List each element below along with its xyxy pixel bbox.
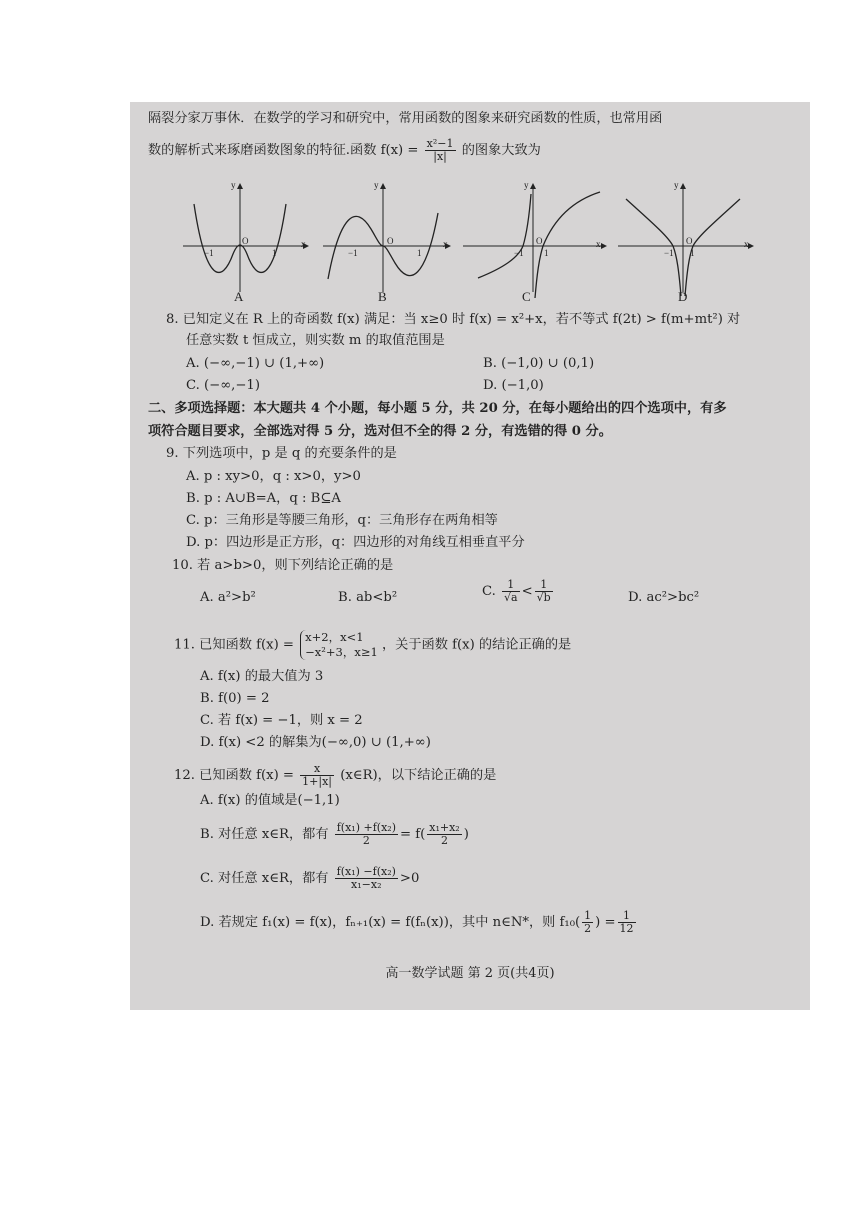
graph-c-neg1: −1 — [514, 248, 524, 258]
q12-b-num1: f(x₁) +f(x₂) — [336, 821, 396, 834]
q10-stem: 10. 若 a>b>0，则下列结论正确的是 — [172, 558, 394, 573]
section2-line1: 二、多项选择题：本大题共 4 个小题，每小题 5 分，共 20 分，在每小题给出的四个选项中，有多 — [148, 401, 727, 416]
q7-line2-pre: 数的解析式来琢磨函数图象的特征.函数 — [148, 143, 377, 158]
q11-option-a: A. f(x) 的最大值为 3 — [200, 669, 324, 684]
q12-b-pre: B. 对任意 x∈R，都有 — [200, 827, 329, 842]
graph-d-pos1: 1 — [690, 248, 695, 258]
graph-a-label: A — [234, 289, 244, 304]
graph-b-pos1: 1 — [417, 248, 422, 258]
graph-d-o: O — [686, 236, 693, 246]
graph-a-pos1: 1 — [272, 248, 277, 258]
graph-c-x: x — [596, 239, 601, 249]
q10-c-frac1 — [502, 579, 520, 604]
q9-option-c: C. p：三角形是等腰三角形，q：三角形存在两角相等 — [186, 513, 498, 528]
q12-num: x — [300, 763, 334, 776]
q12-b-post: ) — [463, 827, 469, 842]
q11-piecewise — [300, 630, 378, 660]
q11-option-c: C. 若 f(x) = −1，则 x = 2 — [200, 713, 363, 728]
graph-c-o: O — [536, 236, 543, 246]
q12-b-den2: 2 — [440, 834, 448, 847]
q12-d-frac1 — [582, 910, 593, 935]
q11-case2: −x²+3，x≥1 — [305, 645, 378, 659]
q10-c-frac2 — [535, 579, 553, 604]
q10-c-num2: 1 — [535, 579, 553, 592]
graph-b-o: O — [387, 236, 394, 246]
graph-c-curve-right — [535, 192, 600, 298]
q9-stem: 9. 下列选项中，p 是 q 的充要条件的是 — [166, 446, 397, 461]
q12-option-c — [200, 866, 419, 891]
page-footer: 高一数学试题 第 2 页(共4页) — [385, 966, 555, 981]
q9-option-a: A. p : xy>0，q : x>0，y>0 — [186, 469, 361, 484]
q8-option-a: A. (−∞,−1) ∪ (1,+∞) — [186, 356, 325, 371]
q10-c-pre: C. — [482, 584, 496, 599]
q10-option-d: D. ac²>bc² — [628, 590, 700, 605]
q7-line2 — [148, 138, 541, 163]
graph-d-label: D — [678, 289, 688, 304]
graph-d-y: y — [674, 180, 679, 190]
q7-fraction — [425, 138, 456, 163]
q10-option-c — [482, 579, 555, 604]
q12-stem-pre: 12. 已知函数 f(x) = — [174, 768, 294, 783]
q8-option-d: D. (−1,0) — [483, 378, 544, 393]
q12-c-frac — [335, 866, 398, 891]
graph-b-y: y — [374, 180, 379, 190]
q12-b-mid: = f( — [399, 827, 426, 842]
graph-d-x: x — [744, 239, 749, 249]
q11-option-b: B. f(0) = 2 — [200, 691, 270, 706]
q10-option-b: B. ab<b² — [338, 590, 398, 605]
q12-option-d — [200, 910, 638, 935]
q8-option-b: B. (−1,0) ∪ (0,1) — [483, 356, 595, 371]
graph-c-pos1: 1 — [544, 248, 549, 258]
q12-stem — [174, 763, 496, 788]
q12-d-den2: 12 — [619, 922, 634, 935]
q11-stem — [174, 630, 571, 660]
q12-d-num2: 1 — [618, 910, 636, 923]
q10-c-num1: 1 — [502, 579, 520, 592]
q12-c-num: f(x₁) −f(x₂) — [336, 865, 396, 878]
graph-b-label: B — [378, 289, 387, 304]
q11-stem-post: ，关于函数 f(x) 的结论正确的是 — [382, 637, 572, 653]
q11-option-d: D. f(x) <2 的解集为(−∞,0) ∪ (1,+∞) — [200, 735, 431, 750]
graph-b-x: x — [443, 239, 448, 249]
q7-fx: f(x) = — [380, 143, 419, 158]
graph-c-curve-left — [478, 194, 531, 278]
q11-stem-pre: 11. 已知函数 f(x) = — [174, 637, 294, 653]
q8-line1: 8. 已知定义在 R 上的奇函数 f(x) 满足：当 x≥0 时 f(x) = x²+x，若不等式 f(2t) > f(m+mt²) 对 — [166, 312, 741, 327]
q12-d-mid: ) = — [595, 915, 616, 930]
q7-frac-num: x²−1 — [426, 137, 454, 150]
q12-c-pre: C. 对任意 x∈R，都有 — [200, 871, 329, 886]
graph-d-neg1: −1 — [664, 248, 674, 258]
q12-d-den1: 2 — [584, 922, 592, 935]
exam-page — [130, 102, 810, 1010]
q12-c-post: >0 — [399, 871, 420, 886]
q12-d-pre: D. 若规定 f₁(x) = f(x)，fₙ₊₁(x) = f(fₙ(x))，其中 n∈N*，则 f₁₀( — [200, 915, 581, 930]
q12-b-den1: 2 — [362, 834, 370, 847]
q12-frac — [300, 763, 334, 788]
q7-frac-den: |x| — [433, 150, 447, 163]
q7-line1: 隔裂分家万事休．在数学的学习和研究中，常用函数的图象来研究函数的性质，也常用函 — [148, 111, 663, 126]
q10-c-den1: √a — [504, 591, 518, 604]
q12-b-num2: x₁+x₂ — [429, 821, 460, 834]
graph-a-y: y — [231, 180, 236, 190]
graph-b-neg1: −1 — [348, 248, 358, 258]
graph-a-o: O — [242, 236, 249, 246]
q7-line2-post: 的图象大致为 — [461, 143, 541, 158]
graph-a-x: x — [301, 239, 306, 249]
q12-stem-post: (x∈R)，以下结论正确的是 — [340, 768, 497, 783]
section2-line2: 项符合题目要求，全部选对得 5 分，选对但不全的得 2 分，有选错的得 0 分。 — [148, 424, 612, 439]
q9-option-d: D. p：四边形是正方形，q：四边形的对角线互相垂直平分 — [186, 535, 525, 550]
q8-line2: 任意实数 t 恒成立，则实数 m 的取值范围是 — [186, 333, 445, 348]
q9-option-b: B. p : A∪B=A，q : B⊆A — [186, 491, 341, 506]
q12-b-frac1 — [335, 822, 398, 847]
graph-c — [463, 184, 606, 298]
q12-b-frac2 — [427, 822, 461, 847]
q12-d-num1: 1 — [584, 909, 592, 922]
q12-c-den: x₁−x₂ — [351, 878, 382, 891]
q12-den: 1+|x| — [302, 775, 333, 788]
q12-d-frac2 — [618, 910, 636, 935]
graph-a-neg1: −1 — [204, 248, 214, 258]
q10-option-a: A. a²>b² — [200, 590, 256, 605]
q10-c-den2: √b — [536, 591, 551, 604]
q10-c-mid: < — [521, 584, 533, 599]
q12-option-a: A. f(x) 的值域是(−1,1) — [200, 793, 340, 808]
graph-c-y: y — [524, 180, 529, 190]
q12-option-b — [200, 822, 469, 847]
q11-case1: x+2，x<1 — [305, 630, 364, 644]
graph-c-label: C — [522, 289, 531, 304]
q8-option-c: C. (−∞,−1) — [186, 378, 260, 393]
